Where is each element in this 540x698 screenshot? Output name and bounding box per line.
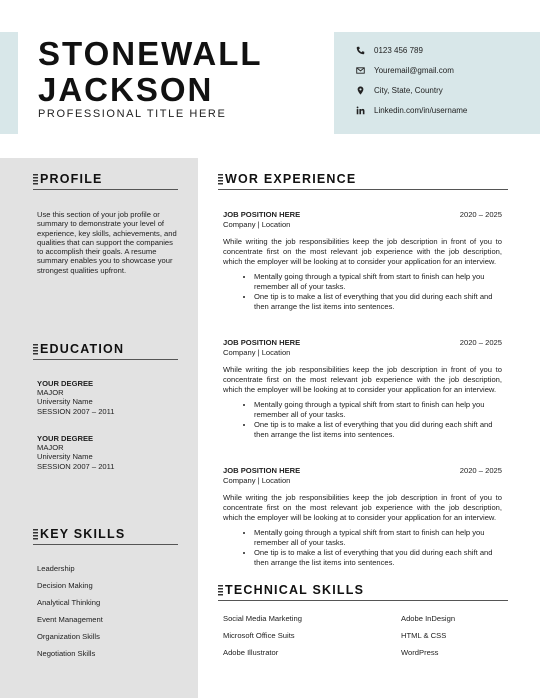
contact-email (356, 60, 467, 80)
job-bullet: • Mentally going through a typical shift from start to finish can help you remember all of your tasks. (254, 400, 502, 420)
job-bullet: • One tip is to make a list of everything that you did during each shift and then arrange the list items into sentences. (254, 548, 502, 568)
job-dates: 2020 – 2025 (459, 466, 502, 475)
job-bullet: • One tip is to make a list of everything that you did during each shift and then arrange the list items into sentences. (254, 420, 502, 440)
technical-skills-rule (218, 600, 508, 601)
contact-location (356, 80, 467, 100)
job-entry (223, 466, 502, 568)
full-name (38, 36, 263, 108)
technical-skills-heading (218, 583, 364, 597)
email-icon (356, 66, 374, 75)
job-bullet: • Mentally going through a typical shift from start to finish can help you remember all of your tasks. (254, 528, 502, 548)
job-bullets (223, 400, 502, 440)
key-skills-list (37, 563, 103, 665)
profile-summary: Use this section of your job profile or summary to demonstrate your level of experience, key skills, achievements, and qualities that can support the companies to accomplish their goals. A resume summary enables you to showcase your strongest qualities upfront. (37, 210, 177, 275)
job-dates: 2020 – 2025 (459, 338, 502, 347)
contact-linkedin (356, 100, 467, 120)
profile-heading-text: PROFILE (40, 172, 103, 186)
degree: YOUR DEGREE (37, 379, 94, 388)
heading-decoration (218, 585, 223, 596)
linkedin-text: Linkedin.com/in/username (374, 105, 468, 115)
last-name: JACKSON (38, 71, 214, 108)
skill-item: Negotiation Skills (37, 649, 96, 658)
education-entry (37, 379, 115, 416)
session: SESSION 2007 – 2011 (37, 406, 115, 416)
technical-skills-heading-text: TECHNICAL SKILLS (225, 583, 365, 597)
job-description: While writing the job responsibilities keep the job description in front of you to concentrate first on the most relevant job experience with the job description, which the employer will be looking at to consider your application for an interview. (223, 237, 502, 266)
skill-item: Decision Making (37, 581, 93, 590)
profile-rule (33, 189, 178, 190)
skill-item: Event Management (37, 615, 103, 624)
phone-text: 0123 456 789 (374, 45, 423, 55)
degree: YOUR DEGREE (37, 434, 94, 443)
profile-heading (33, 172, 103, 186)
education-entry (37, 434, 115, 471)
skill-item: Organization Skills (37, 632, 100, 641)
linkedin-icon (356, 106, 374, 115)
heading-decoration (33, 344, 38, 355)
heading-decoration (33, 529, 38, 540)
location-text: City, State, Country (374, 85, 443, 95)
skill-item: Leadership (37, 564, 75, 573)
job-position: JOB POSITION HERE (223, 210, 301, 219)
skill-item: Analytical Thinking (37, 598, 101, 607)
experience-heading-text: WOR EXPERIENCE (225, 172, 357, 186)
job-dates: 2020 – 2025 (459, 210, 502, 219)
first-name: STONEWALL (38, 35, 263, 72)
heading-decoration (33, 174, 38, 185)
major: MAJOR (37, 443, 64, 453)
tech-skill-item: Adobe Illustrator (223, 648, 279, 657)
job-entry (223, 338, 502, 440)
technical-skills-grid (223, 614, 502, 658)
education-rule (33, 359, 178, 360)
job-entry (223, 210, 502, 312)
key-skills-rule (33, 544, 178, 545)
university: University Name (37, 397, 93, 407)
tech-skill-item: Social Media Marketing (223, 614, 302, 623)
email-text: Youremail@gmail.com (374, 65, 454, 75)
session: SESSION 2007 – 2011 (37, 461, 115, 471)
tech-skill-item: Microsoft Office Suits (223, 631, 295, 640)
phone-icon (356, 46, 374, 55)
tech-skill-item: Adobe InDesign (401, 614, 456, 623)
tech-skill-item: WordPress (401, 648, 439, 657)
header-accent-bar (0, 32, 18, 134)
education-heading-text: EDUCATION (40, 342, 125, 356)
job-position: JOB POSITION HERE (223, 338, 301, 347)
key-skills-heading-text: KEY SKILLS (40, 527, 126, 541)
location-icon (356, 86, 374, 95)
professional-title: PROFESSIONAL TITLE HERE (38, 108, 227, 120)
heading-decoration (218, 174, 223, 185)
major: MAJOR (37, 388, 64, 398)
contact-list (356, 40, 467, 120)
job-bullet: • Mentally going through a typical shift from start to finish can help you remember all of your tasks. (254, 272, 502, 292)
experience-rule (218, 189, 508, 190)
education-heading (33, 342, 124, 356)
job-bullets (223, 528, 502, 568)
job-description: While writing the job responsibilities keep the job description in front of you to concentrate first on the most relevant job experience with the job description, which the employer will be looking at to consider your application for an interview. (223, 365, 502, 394)
job-company: Company | Location (223, 220, 291, 229)
job-company: Company | Location (223, 476, 291, 485)
university: University Name (37, 452, 93, 462)
job-bullets (223, 272, 502, 312)
job-bullet: • One tip is to make a list of everything that you did during each shift and then arrange the list items into sentences. (254, 292, 502, 312)
job-position: JOB POSITION HERE (223, 466, 301, 475)
contact-phone (356, 40, 467, 60)
key-skills-heading (33, 527, 125, 541)
tech-skill-item: HTML & CSS (401, 631, 447, 640)
job-description: While writing the job responsibilities keep the job description in front of you to concentrate first on the most relevant job experience with the job description, which the employer will be looking at to consider your application for an interview. (223, 493, 502, 522)
experience-heading (218, 172, 356, 186)
job-company: Company | Location (223, 348, 291, 357)
